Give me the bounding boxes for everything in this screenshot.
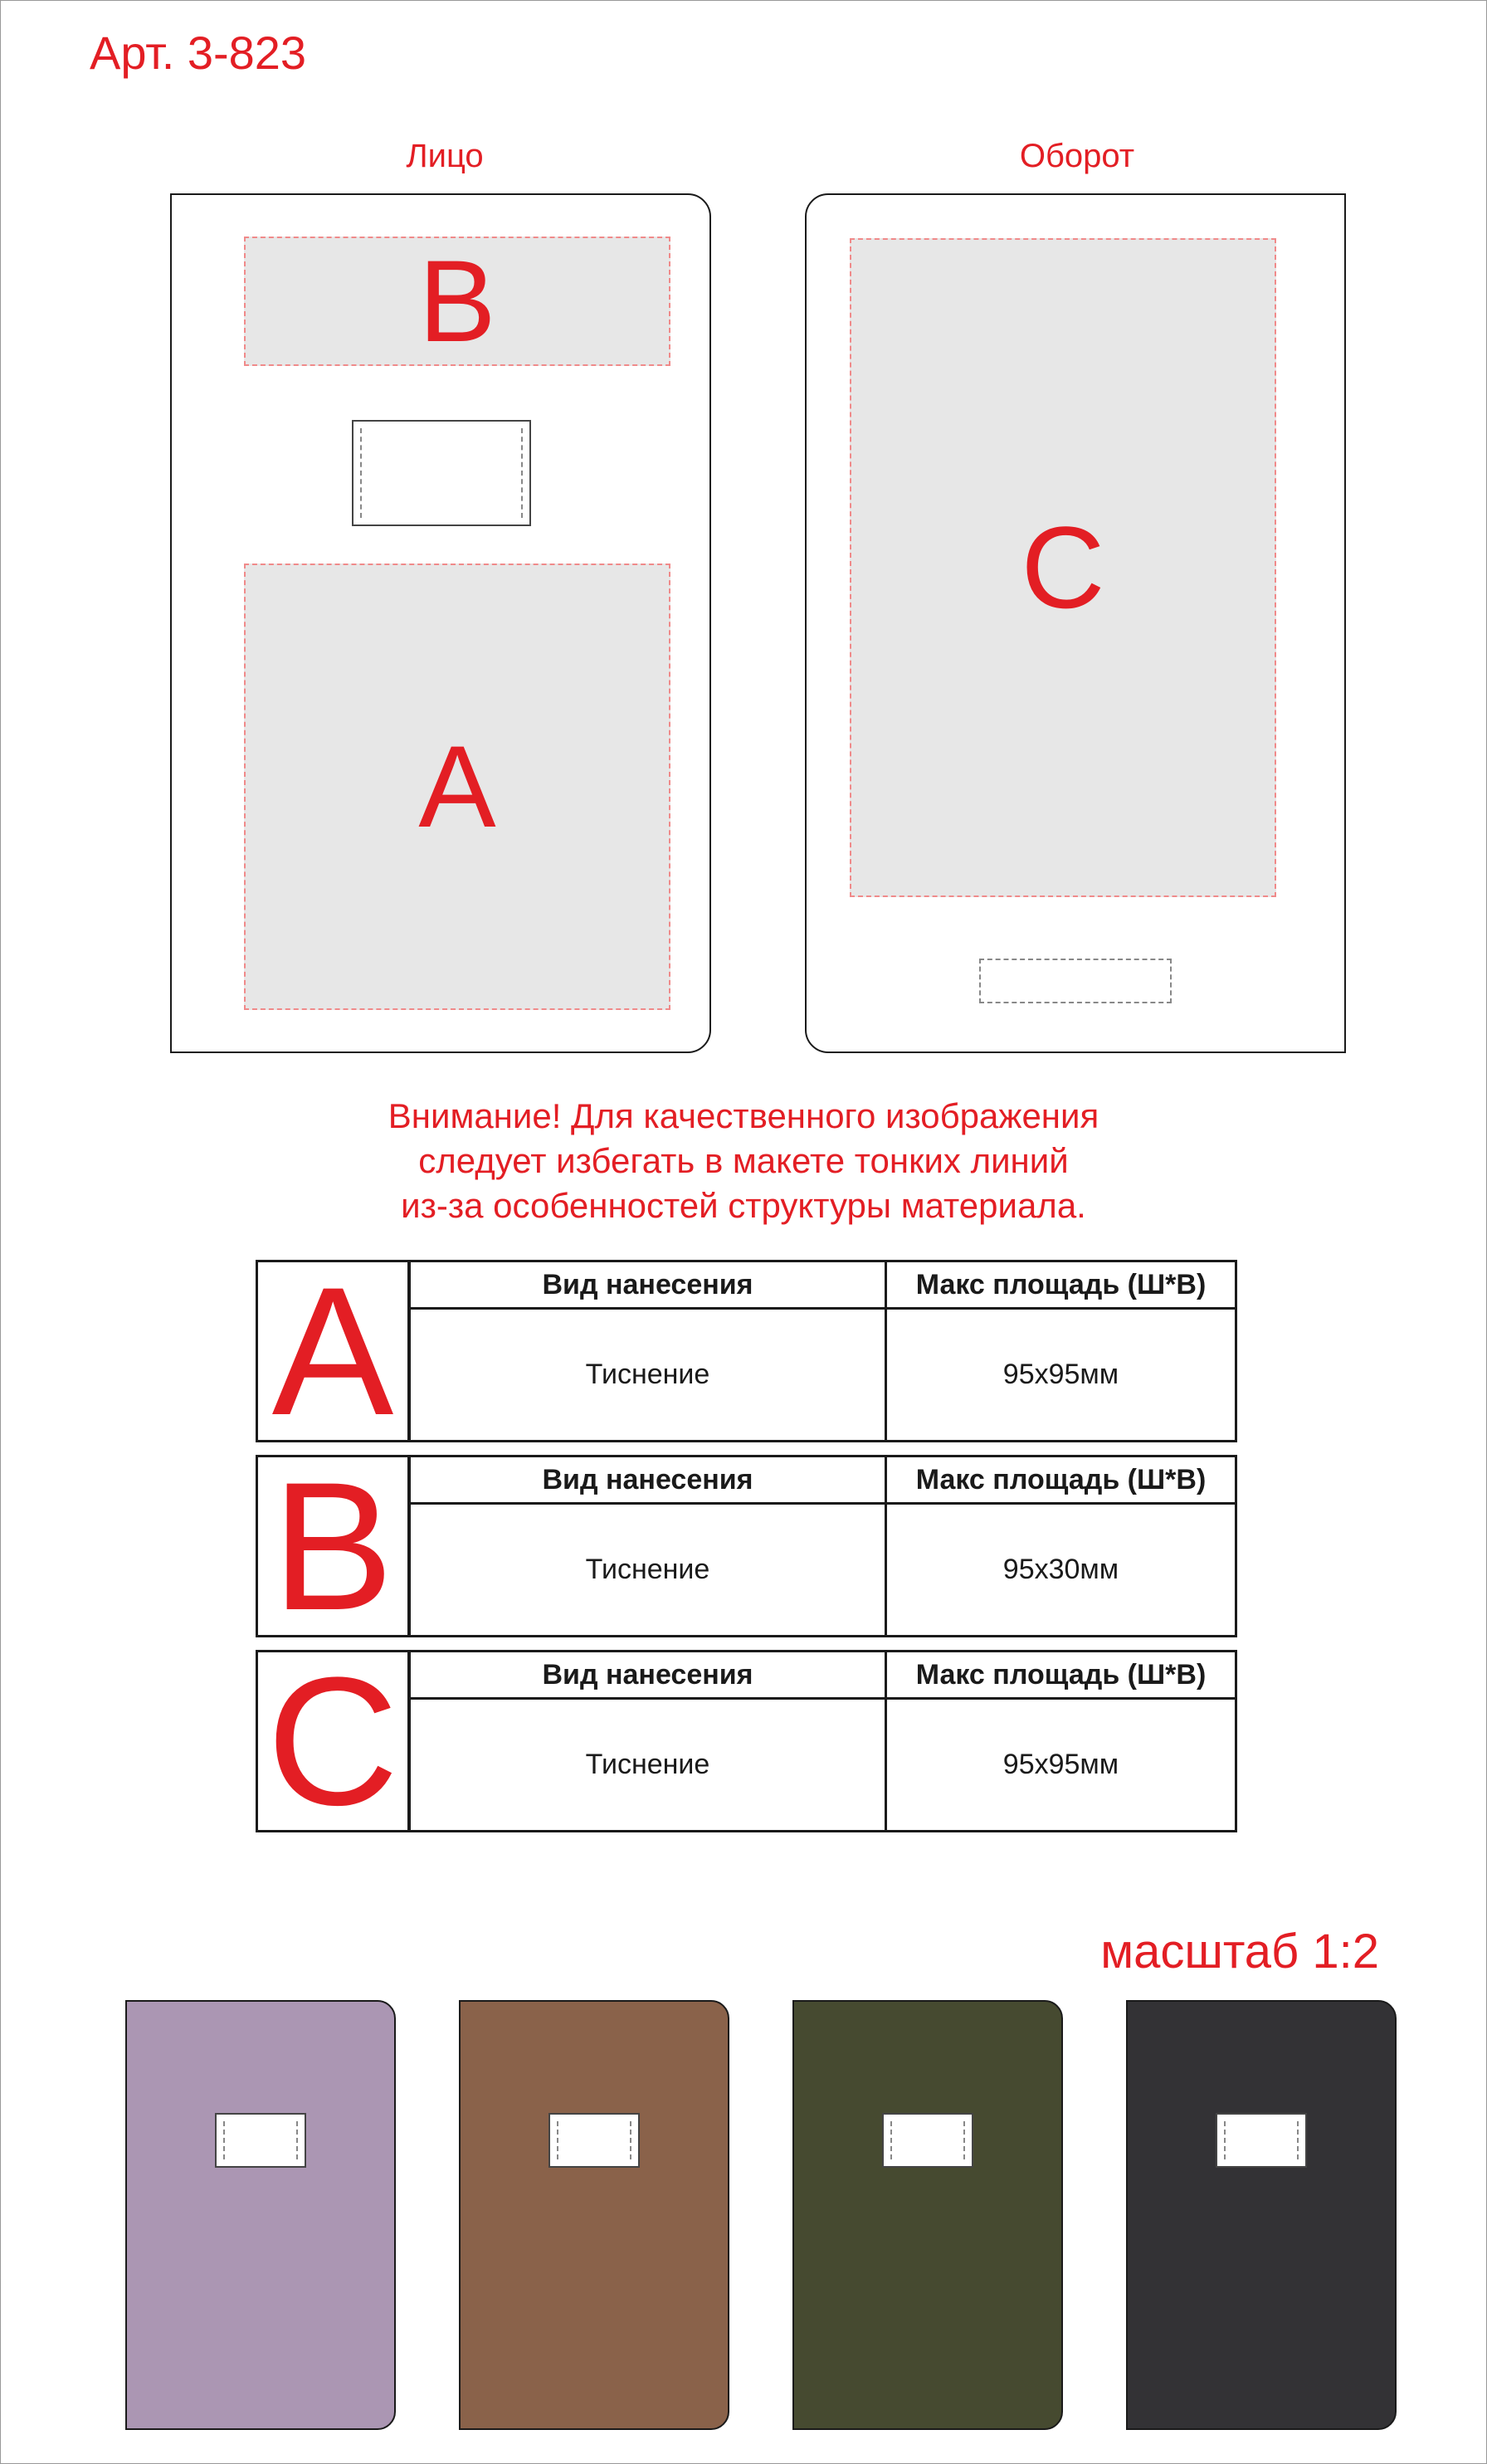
zone-a [244,564,670,1010]
area-value: 95х30мм [886,1504,1236,1637]
back-slot [979,959,1172,1003]
label-window [882,2113,973,2168]
method-value: Тиснение [410,1309,886,1442]
column-header-area: Макс площадь (Ш*В) [886,1456,1236,1504]
warning-line-2: следует избегать в макете тонких линий [418,1141,1069,1180]
column-header-area: Макс площадь (Ш*В) [886,1261,1236,1309]
column-header-area: Макс площадь (Ш*В) [886,1652,1236,1699]
warning-line-1: Внимание! Для качественного изображения [388,1096,1099,1135]
label-window [1216,2113,1307,2168]
warning-text [246,1094,1241,1228]
front-cover [170,193,711,1053]
color-variant-3 [792,2000,1063,2430]
article-title: Арт. 3-823 [90,27,307,79]
zone-b [244,237,670,366]
column-header-method: Вид нанесения [410,1456,886,1504]
label-window-inner [890,2121,965,2159]
label-window [548,2113,640,2168]
label-window-inner [223,2121,298,2159]
zone-a-letter: A [418,721,496,851]
area-value: 95х95мм [886,1699,1236,1832]
method-value: Тиснение [410,1699,886,1832]
label-window-inner [360,428,523,518]
scale-label: масштаб 1:2 [1100,1925,1379,1979]
column-header-method: Вид нанесения [410,1261,886,1309]
spec-letter: A [256,1260,410,1442]
spec-grid [408,1260,1237,1442]
spec-letter: B [256,1455,410,1637]
spec-table-b [256,1444,1235,1648]
area-value: 95х95мм [886,1309,1236,1442]
label-window-inner [1224,2121,1299,2159]
spec-table-c [256,1639,1235,1843]
zone-c [850,238,1276,897]
front-label: Лицо [406,138,484,174]
spec-grid [408,1455,1237,1637]
zone-c-letter: C [1021,502,1105,632]
column-header-method: Вид нанесения [410,1652,886,1699]
zone-b-letter: B [418,236,496,366]
method-value: Тиснение [410,1504,886,1637]
spec-grid [408,1650,1237,1832]
warning-line-3: из-за особенностей структуры материала. [401,1186,1086,1225]
label-window [215,2113,306,2168]
color-variant-4 [1126,2000,1397,2430]
color-variant-2 [459,2000,729,2430]
label-window-inner [557,2121,631,2159]
back-cover [805,193,1346,1053]
back-label: Оборот [1019,138,1135,174]
color-variant-1 [125,2000,396,2430]
spec-letter: C [256,1650,410,1832]
label-window [352,420,531,526]
spec-table-a [256,1249,1235,1453]
